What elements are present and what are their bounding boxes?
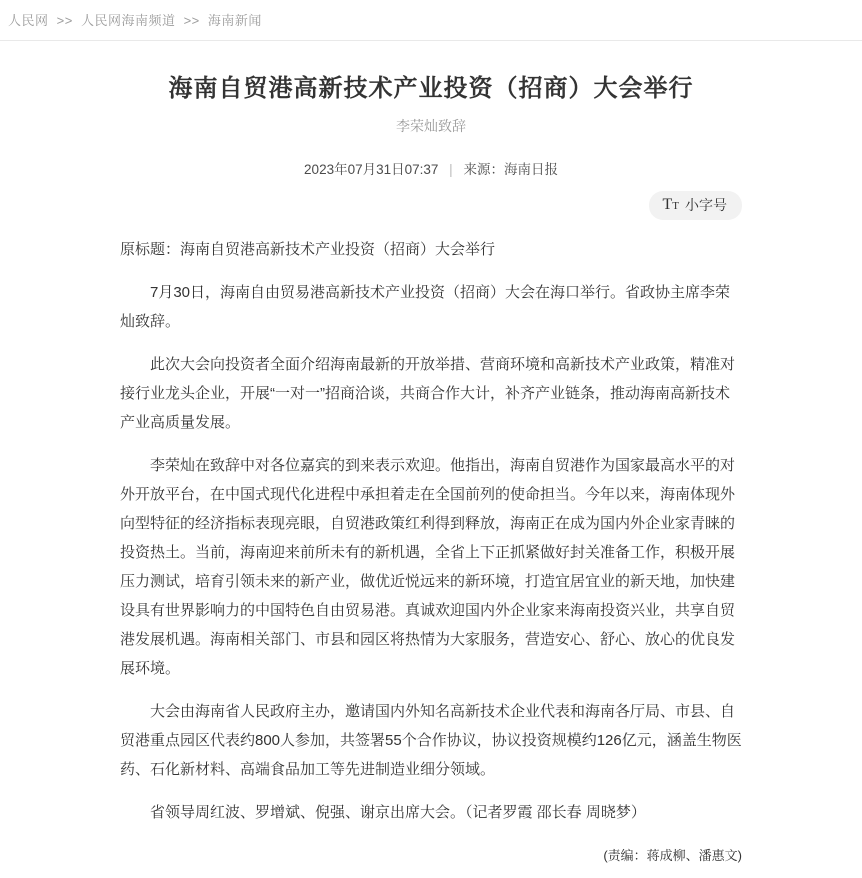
article-paragraph: 省领导周红波、罗增斌、倪强、谢京出席大会。（记者罗霞 邵长春 周晓梦）: [150, 804, 646, 821]
breadcrumb-separator: >>: [56, 13, 73, 28]
editor-note: (责编：蒋成柳、潘惠文): [603, 848, 742, 863]
article-paragraph: 大会由海南省人民政府主办，邀请国内外知名高新技术企业代表和海南各厅局、市县、自贸港重点园区代表约800人参加，共签署55个合作协议，协议投资规模约126亿元，涵盖生物医药、石化新材料、高端食品加工等先进制造业细分领域。: [120, 703, 742, 778]
article-title: 海南自贸港高新技术产业投资（招商）大会举行: [168, 75, 694, 102]
font-size-button[interactable]: [649, 191, 742, 220]
article-body: [120, 235, 742, 827]
article-meta: [120, 158, 742, 178]
article-subtitle: 李荣灿致辞: [396, 118, 466, 134]
article-paragraph: 此次大会向投资者全面介绍海南最新的开放举措、营商环境和高新技术产业政策，精准对接行业龙头企业，开展“一对一”招商洽谈，共商合作大计，补齐产业链条，推动海南高新技术产业高质量发展。: [120, 356, 736, 431]
publish-date: 2023年07月31日07:37: [304, 162, 439, 177]
article-column: [120, 68, 742, 878]
font-size-icon: TT: [662, 196, 679, 213]
breadcrumb-link-hainan-news[interactable]: 海南新闻: [207, 13, 262, 28]
article-paragraph: 李荣灿在致辞中对各位嘉宾的到来表示欢迎。他指出，海南自贸港作为国家最高水平的对外开放平台，在中国式现代化进程中承担着走在全国前列的使命担当。今年以来，海南体现外向型特征的经济指标表现亮眼，自贸港政策红利得到释放，海南正在成为国内外企业家青睐的投资热土。当前，海南迎来前所未有的新机遇，全省上下正抓紧做好封关准备工作，积极开展压力测试，培育引领未来的新产业，做优近悦远来的新环境，打造宜居宜业的新天地，加快建设具有世界影响力的中国特色自由贸易港。真诚欢迎国内外企业家来海南投资兴业，共享自贸港发展机遇。海南相关部门、市县和园区将热情为大家服务，营造安心、舒心、放心的优良发展环境。: [120, 457, 736, 677]
article-toolbar: [120, 191, 742, 220]
article-source: 来源：海南日报: [463, 162, 558, 177]
article-paragraph: 7月30日，海南自由贸易港高新技术产业投资（招商）大会在海口举行。省政协主席李荣灿致辞。: [120, 284, 731, 330]
font-size-label: 小字号: [685, 197, 727, 213]
breadcrumb-link-hainan-channel[interactable]: 人民网海南频道: [80, 13, 176, 28]
original-title: 原标题：海南自贸港高新技术产业投资（招商）大会举行: [120, 241, 496, 258]
breadcrumb: [0, 0, 862, 41]
breadcrumb-separator: >>: [183, 13, 200, 28]
breadcrumb-link-peoples-daily[interactable]: 人民网: [8, 13, 49, 28]
meta-separator: |: [449, 162, 453, 177]
